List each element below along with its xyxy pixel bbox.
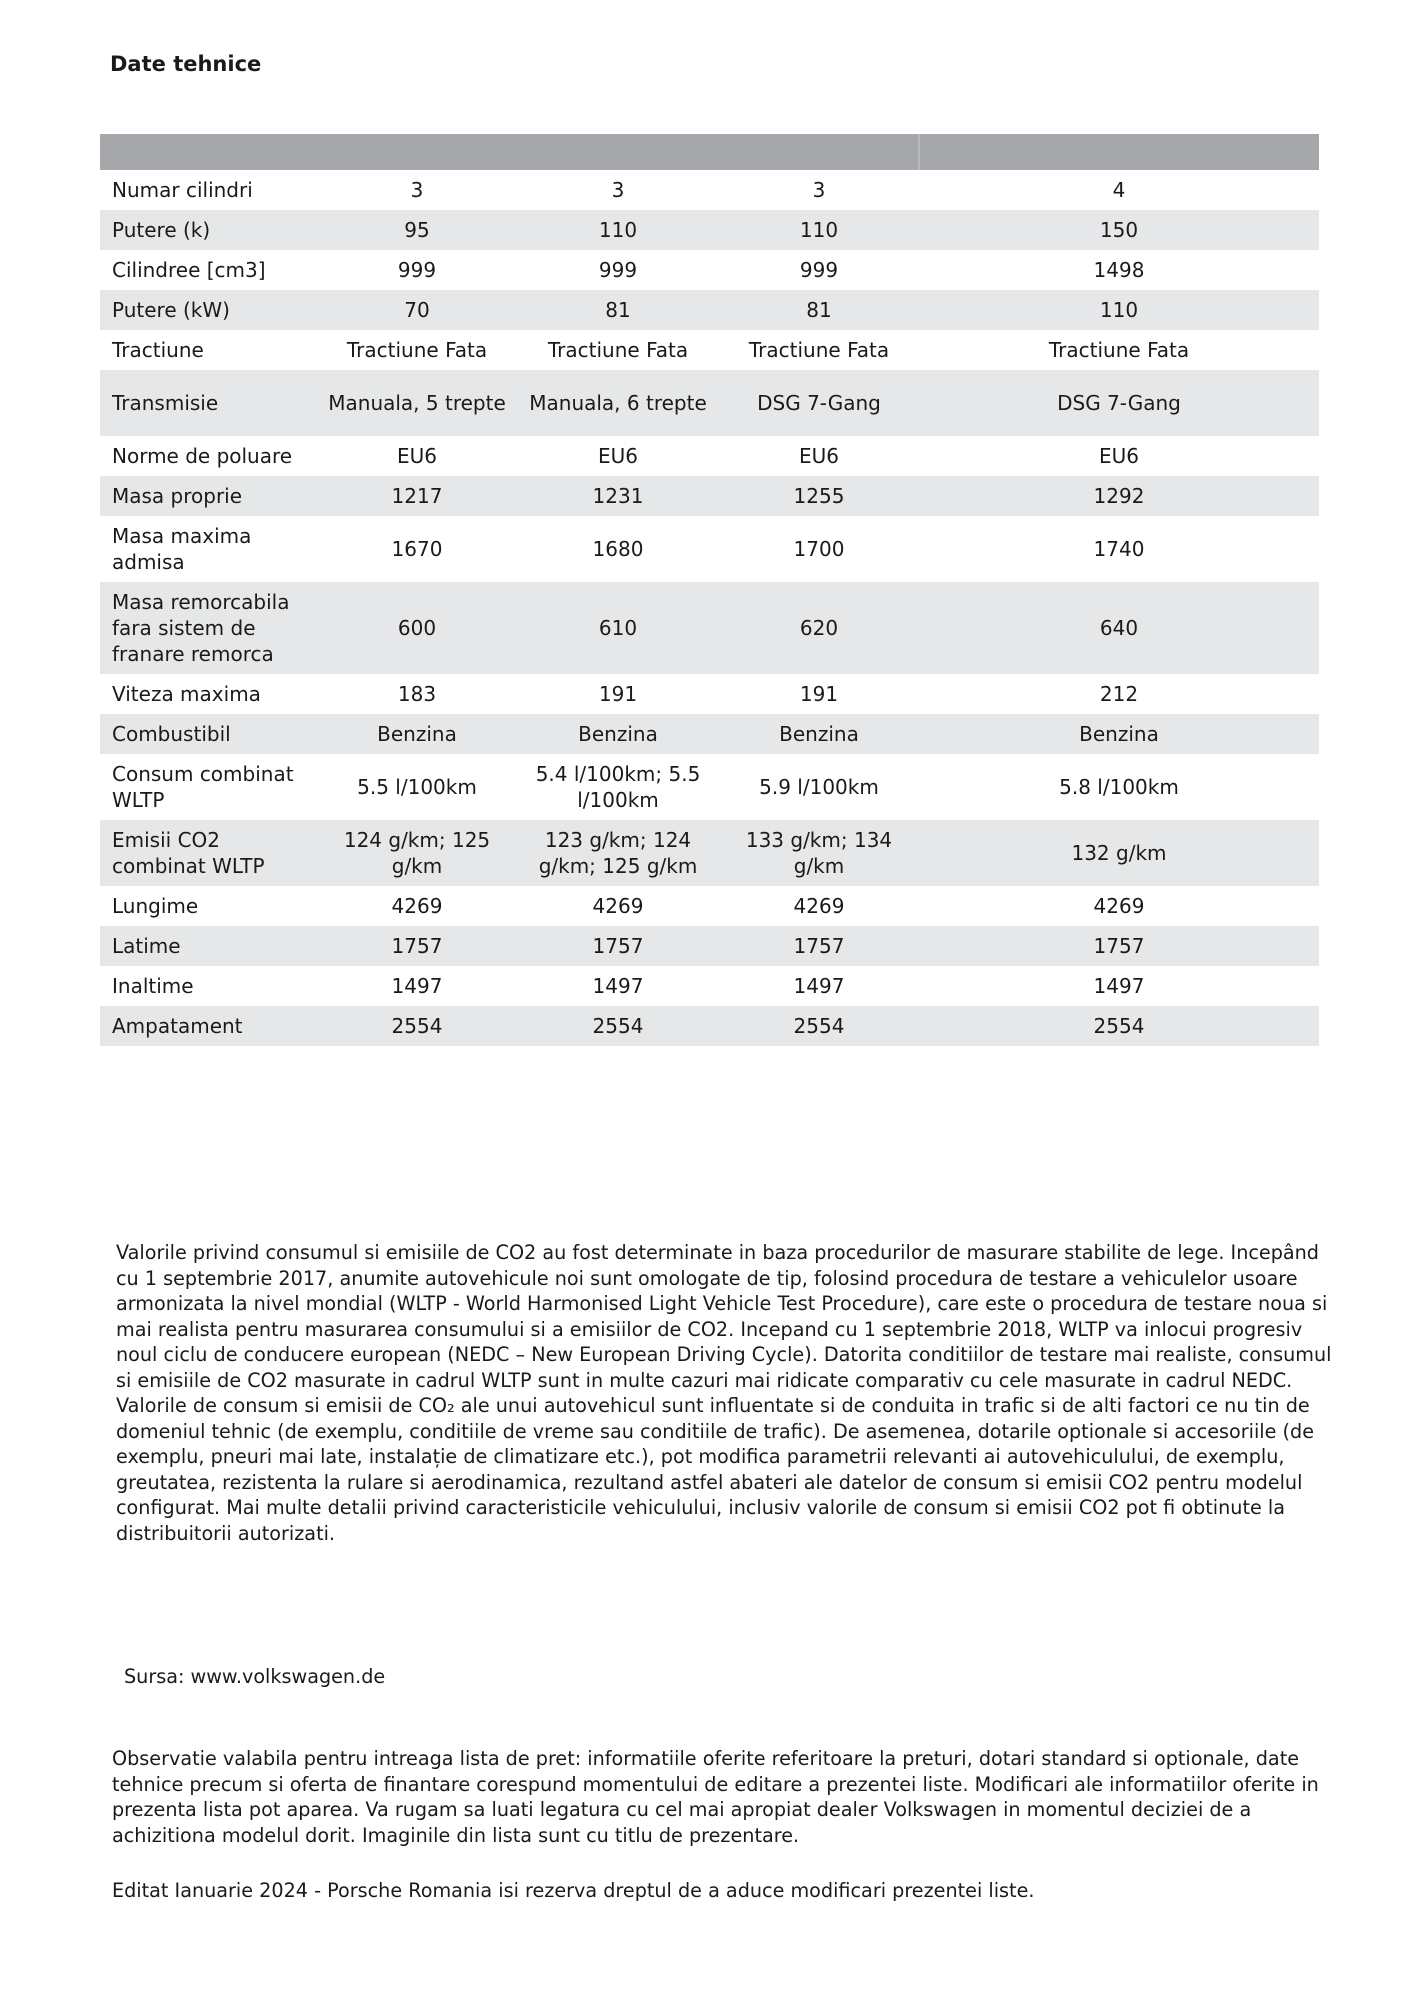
cell-value: DSG 7-Gang — [919, 370, 1319, 436]
cell-value: 150 — [919, 210, 1319, 250]
cell-value: 110 — [919, 290, 1319, 330]
table-row — [100, 290, 1319, 330]
cell-value: 4269 — [391, 894, 443, 918]
table-row — [100, 476, 1319, 516]
row-label: Inaltime — [112, 974, 194, 998]
table-row — [100, 674, 1319, 714]
cell-value: 1700 — [793, 537, 845, 561]
table-row — [100, 926, 1319, 966]
cell-value: 123 g/km; 124 g/km; 125 g/km — [517, 820, 719, 886]
cell-value: 110 — [719, 210, 919, 250]
cell-value: Tractiune Fata — [1048, 338, 1190, 362]
row-label: Tractiune — [112, 338, 204, 362]
cell-value: Benzina — [517, 714, 719, 754]
row-label: Viteza maxima — [112, 682, 261, 706]
cell-value: 3 — [812, 178, 826, 202]
table-row — [100, 714, 1319, 754]
cell-value: 999 — [799, 258, 839, 282]
cell-value: 1497 — [793, 974, 845, 998]
cell-value: 2554 — [517, 1006, 719, 1046]
cell-value: 1497 — [592, 974, 644, 998]
table-row — [100, 1006, 1319, 1046]
row-label: Transmisie — [100, 370, 317, 436]
cell-value: 70 — [317, 290, 517, 330]
cell-value: Benzina — [317, 714, 517, 754]
cell-value: EU6 — [397, 444, 437, 468]
cell-value: DSG 7-Gang — [719, 370, 919, 436]
cell-value: 1680 — [592, 537, 644, 561]
cell-value: EU6 — [799, 444, 839, 468]
table-row — [100, 516, 1319, 582]
cell-value: 1740 — [1093, 537, 1145, 561]
cell-value: Benzina — [719, 714, 919, 754]
row-label: Emisii CO2 combinat WLTP — [100, 820, 317, 886]
cell-value: Tractiune Fata — [748, 338, 890, 362]
cell-value: 1255 — [719, 476, 919, 516]
cell-value: 1757 — [919, 926, 1319, 966]
cell-value: 620 — [719, 582, 919, 674]
cell-value: 3 — [410, 178, 424, 202]
cell-value: Tractiune Fata — [346, 338, 488, 362]
cell-value: EU6 — [598, 444, 638, 468]
table-row — [100, 754, 1319, 820]
cell-value: 5.9 l/100km — [759, 775, 879, 799]
cell-value: 3 — [611, 178, 625, 202]
cell-value: 5.8 l/100km — [1059, 775, 1179, 799]
cell-value: 2554 — [719, 1006, 919, 1046]
table-row — [100, 370, 1319, 436]
cell-value: 132 g/km — [919, 820, 1319, 886]
header-cell — [100, 134, 317, 170]
table-row — [100, 436, 1319, 476]
cell-value: 640 — [919, 582, 1319, 674]
cell-value: Benzina — [919, 714, 1319, 754]
cell-value: 95 — [317, 210, 517, 250]
row-label: Putere (kW) — [100, 290, 317, 330]
header-cell — [919, 134, 1319, 170]
table-row — [100, 966, 1319, 1006]
cell-value: 4269 — [592, 894, 644, 918]
table-row — [100, 582, 1319, 674]
cell-value: 191 — [799, 682, 839, 706]
cell-value: 1757 — [317, 926, 517, 966]
row-label: Ampatament — [100, 1006, 317, 1046]
consumption-disclaimer: Valorile privind consumul si emisiile de CO2 au fost determinate in baza procedurilor de masurare stabilite de lege. Incepând cu 1 septembrie 2017, anumite autovehicule noi sunt omologate de tip, folosind procedura de testare a vehiculelor usoare armonizata la nivel mondial (WLTP - World Harmonised Light Vehicle Test Procedure), care este o procedura de testare noua si mai realista pentru masurarea consumului si a emisiilor de CO2. Incepand cu 1 septembrie 2018, WLTP va inlocui progresiv noul ciclu de conducere european (NEDC – New European Driving Cycle). Datorita conditiilor de testare mai realiste, consumul si emisiile de CO2 masurate in cadrul WLTP sunt in multe cazuri mai ridicate comparativ cu cele masurate in cadrul NEDC. Valorile de consum si emisii de CO₂ ale unui autovehicul sunt influentate si de conduita in trafic si de alti factori ce nu tin de domeniul tehnic (de exemplu, conditiile de vreme sau conditiile de trafic). De asemenea, dotarile optionale si accesoriile (de exemplu, pneuri mai late, instalație de climatizare etc.), pot modifica parametrii relevanti ai autovehiculului, de exemplu, greutatea, rezistenta la rulare si aerodinamica, rezultand astfel abateri ale datelor de consum si emisii CO2 pentru modelul configurat. Mai multe detalii privind caracteristicile vehiculului, inclusiv valorile de consum si emisii CO2 pot fi obtinute la distribuitorii autorizati. — [116, 1241, 1332, 1545]
cell-value: 191 — [598, 682, 638, 706]
edition-note: Editat Ianuarie 2024 - Porsche Romania isi rezerva dreptul de a aduce modificari prezentei liste. — [112, 1879, 1035, 1902]
cell-value: 2554 — [317, 1006, 517, 1046]
cell-value: 124 g/km; 125 g/km — [317, 820, 517, 886]
row-label: Lungime — [112, 894, 199, 918]
cell-value: 610 — [517, 582, 719, 674]
row-label: Putere (k) — [100, 210, 317, 250]
cell-value: 4 — [1112, 178, 1126, 202]
cell-value: 212 — [1099, 682, 1139, 706]
cell-value: Manuala, 6 trepte — [517, 370, 719, 436]
cell-value: 1231 — [517, 476, 719, 516]
row-label: Cilindree [cm3] — [112, 258, 266, 282]
price-list-observation: Observatie valabila pentru intreaga lista de pret: informatiile oferite referitoare la preturi, dotari standard si optionale, date tehnice precum si oferta de finantare corespund momentului de editare a prezentei liste. Modificari ale informatiilor oferite in prezenta lista pot aparea. Va rugam sa luati legatura cu cel mai apropiat dealer Volkswagen in momentul deciziei de a achizitiona modelul dorit. Imaginile din lista sunt cu titlu de prezentare. — [112, 1747, 1319, 1847]
cell-value: 4269 — [793, 894, 845, 918]
row-label: Numar cilindri — [112, 178, 253, 202]
cell-value: 1498 — [1093, 258, 1145, 282]
row-label: Masa proprie — [100, 476, 317, 516]
source-note: Sursa: www.volkswagen.de — [124, 1665, 386, 1688]
row-label: Norme de poluare — [112, 444, 293, 468]
row-label: Combustibil — [100, 714, 317, 754]
table-row — [100, 250, 1319, 290]
tech-specs-table — [100, 134, 1319, 1046]
cell-value: 1497 — [391, 974, 443, 998]
cell-value: Manuala, 5 trepte — [317, 370, 517, 436]
cell-value: 5.5 l/100km — [357, 775, 477, 799]
row-label: Consum combinat WLTP — [112, 762, 294, 812]
cell-value: 1217 — [317, 476, 517, 516]
table-row — [100, 210, 1319, 250]
table-header-bar — [100, 134, 1319, 170]
cell-value: Tractiune Fata — [547, 338, 689, 362]
cell-value: EU6 — [1099, 444, 1139, 468]
cell-value: 5.4 l/100km; 5.5 l/100km — [535, 762, 701, 812]
cell-value: 1670 — [391, 537, 443, 561]
table-body — [100, 170, 1319, 1046]
row-label: Masa remorcabila fara sistem de franare remorca — [100, 582, 317, 674]
cell-value: 81 — [517, 290, 719, 330]
cell-value: 999 — [598, 258, 638, 282]
header-cell — [719, 134, 919, 170]
cell-value: 133 g/km; 134 g/km — [719, 820, 919, 886]
cell-value: 110 — [517, 210, 719, 250]
cell-value: 600 — [317, 582, 517, 674]
cell-value: 183 — [397, 682, 437, 706]
cell-value: 81 — [719, 290, 919, 330]
cell-value: 4269 — [1093, 894, 1145, 918]
header-cell — [317, 134, 517, 170]
cell-value: 2554 — [919, 1006, 1319, 1046]
header-cell — [517, 134, 719, 170]
cell-value: 1292 — [919, 476, 1319, 516]
table-row — [100, 886, 1319, 926]
table-row — [100, 820, 1319, 886]
table-row — [100, 170, 1319, 210]
page-title: Date tehnice — [110, 52, 262, 76]
cell-value: 1497 — [1093, 974, 1145, 998]
cell-value: 1757 — [517, 926, 719, 966]
row-label: Masa maxima admisa — [112, 524, 252, 574]
table-row — [100, 330, 1319, 370]
cell-value: 999 — [397, 258, 437, 282]
row-label: Latime — [100, 926, 317, 966]
cell-value: 1757 — [719, 926, 919, 966]
